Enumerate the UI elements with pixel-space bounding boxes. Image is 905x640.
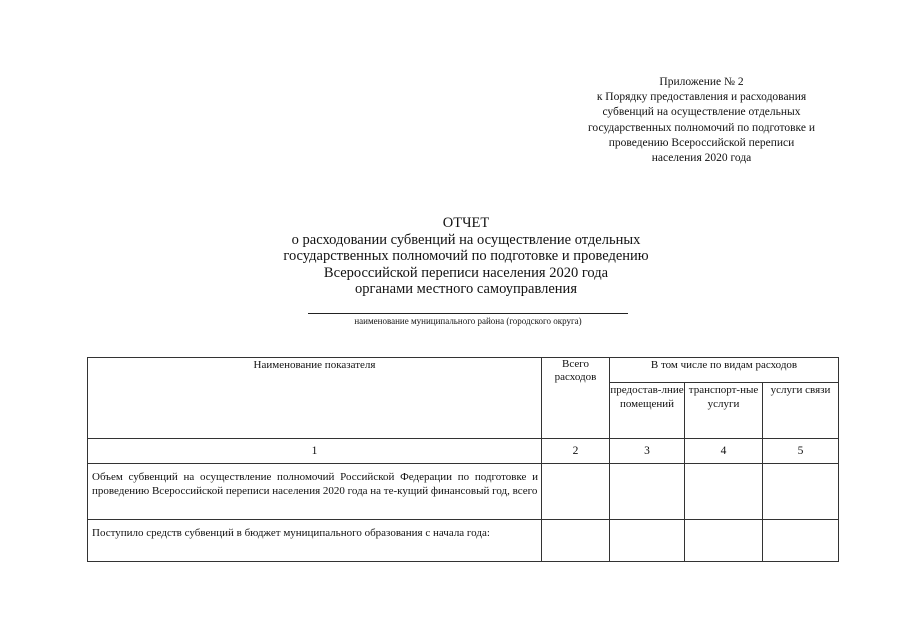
header-indicator: Наименование показателя bbox=[88, 358, 542, 439]
appendix-line: населения 2020 года bbox=[651, 152, 752, 165]
value-cell-premises[interactable] bbox=[610, 464, 685, 520]
municipality-fill-line[interactable] bbox=[308, 313, 628, 314]
report-subtitle-line: о расходовании субвенций на осуществление отдельных bbox=[291, 231, 641, 248]
value-cell-transport[interactable] bbox=[685, 520, 763, 562]
table-row bbox=[88, 464, 839, 520]
report-heading: ОТЧЕТ bbox=[442, 215, 490, 231]
appendix-line: государственных полномочий по подготовке и bbox=[587, 121, 815, 134]
header-total: Всего расходов bbox=[542, 358, 610, 439]
report-subtitle-line: Всероссийской переписи населения 2020 года bbox=[323, 264, 609, 281]
row-label: Объем субвенций на осуществление полномочий Российской Федерации по подготовке и проведению Всероссийской переписи населения 2020 года на те-кущий финансовый год, всего bbox=[88, 464, 542, 520]
appendix-line: субвенций на осуществление отдельных bbox=[602, 106, 801, 119]
table-header-row bbox=[88, 358, 839, 383]
value-cell-transport[interactable] bbox=[685, 464, 763, 520]
report-subtitle-line: государственных полномочий по подготовке и проведению bbox=[283, 248, 649, 265]
row-label: Поступило средств субвенций в бюджет муниципального образования с начала года: bbox=[88, 520, 542, 562]
value-cell-total[interactable] bbox=[542, 520, 610, 562]
column-number: 5 bbox=[763, 439, 839, 464]
column-number: 2 bbox=[542, 439, 610, 464]
column-number: 4 bbox=[685, 439, 763, 464]
header-premises: предостав-лние помещений bbox=[610, 383, 685, 439]
report-table bbox=[87, 357, 839, 562]
value-cell-total[interactable] bbox=[542, 464, 610, 520]
report-title bbox=[216, 215, 716, 298]
table-row bbox=[88, 520, 839, 562]
appendix-line: к Порядку предоставления и расходования bbox=[596, 91, 807, 104]
column-number-row bbox=[88, 439, 839, 464]
column-number: 3 bbox=[610, 439, 685, 464]
appendix-line: проведению Всероссийской переписи bbox=[608, 136, 795, 149]
header-transport: транспорт-ные услуги bbox=[685, 383, 763, 439]
appendix-note bbox=[560, 75, 843, 166]
report-subtitle-line: органами местного самоуправления bbox=[355, 281, 577, 298]
appendix-line: Приложение № 2 bbox=[659, 76, 744, 88]
header-communication: услуги связи bbox=[763, 383, 839, 439]
value-cell-premises[interactable] bbox=[610, 520, 685, 562]
value-cell-communication[interactable] bbox=[763, 464, 839, 520]
header-by-type: В том числе по видам расходов bbox=[610, 358, 839, 383]
value-cell-communication[interactable] bbox=[763, 520, 839, 562]
municipality-caption: наименование муниципального района (городского округа) bbox=[354, 316, 582, 326]
column-number: 1 bbox=[88, 439, 542, 464]
